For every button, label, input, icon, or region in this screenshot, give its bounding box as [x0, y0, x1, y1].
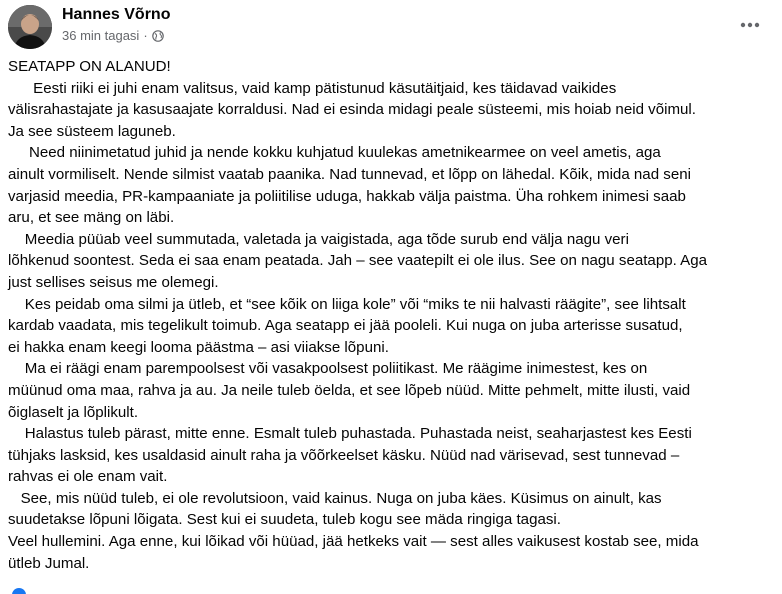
post-text-line: Ma ei räägi enam parempoolsest või vasakpoolsest poliitikast. Me räägime inimestest, kes on — [8, 360, 648, 378]
post-time[interactable]: 36 min tagasi — [62, 28, 140, 43]
post-text-line: Halastus tuleb pärast, mitte enne. Esmalt tuleb puhastada. Puhastada neist, seaharjastest kes Eesti — [8, 425, 692, 443]
post-text-line: ainult vormiliselt. Nende silmist vaatab paanika. Nad tunnevad, et lõpp on lähedal. Kõik, mida nad seni — [8, 165, 691, 183]
post-body — [8, 56, 778, 574]
post-text-line: tühjaks lasksid, kes usaldasid ainult raha ja võõrkeelset käsku. Nüüd nad värisevad, sest tunnevad – — [8, 446, 680, 464]
post-text-line: Meedia püüab veel summutada, valetada ja vaigistada, aga tõde surub end välja nagu veri — [8, 230, 629, 248]
post-text-line: lõhkenud soontest. Seda ei saa enam peatada. Jah – see vaatepilt ei ole ilus. See on nagu seatapp. Aga — [8, 252, 708, 270]
post-meta — [62, 28, 164, 43]
post-text-line: SEATAPP ON ALANUD! — [8, 58, 171, 75]
reaction-icon — [12, 588, 26, 594]
author-name[interactable]: Hannes Võrno — [62, 6, 171, 23]
post-text-line: välisrahastajate ja kasusaajate korraldusi. Nad ei esinda midagi peale süsteemi, mis hoiab neid võimul. — [8, 101, 696, 119]
globe-icon[interactable] — [152, 30, 164, 42]
post-text-line: See, mis nüüd tuleb, ei ole revolutsioon, vaid kainus. Nuga on juba käes. Küsimus on ainult, kas — [8, 489, 662, 507]
post-text-line: müünud oma maa, rahva ja au. Ja neile tuleb öelda, et see lõpeb nüüd. Mitte pehmelt, mitte ilusti, vaid — [8, 381, 691, 399]
post-text-line: Kes peidab oma silmi ja ütleb, et “see kõik on liiga kole” või “miks te nii halvasti räägite”, see lihtsalt — [8, 295, 686, 313]
avatar-image — [8, 5, 52, 49]
post-text-line: Ja see süsteem laguneb. — [8, 122, 176, 140]
post-text-line: kardab vaadata, mis tegelikult toimub. Aga seatapp ei jää pooleli. Kui nuga on juba arterisse susatud, — [8, 317, 683, 335]
more-options-icon — [740, 22, 760, 28]
post-text-line: aru, et see mäng on läbi. — [8, 209, 175, 227]
post-text-line: ütleb Jumal. — [8, 554, 90, 572]
post-text-line: ei hakka enam keegi looma päästma – asi viiakse lõpuni. — [8, 338, 389, 356]
post-text-line: suudetakse lõpuni lõigata. Sest kui ei suudeta, tuleb kogu see mäda ringiga tagasi. — [8, 511, 561, 529]
post-text-line: õiglaselt ja lõplikult. — [8, 403, 139, 421]
post-header — [8, 5, 768, 49]
author-avatar[interactable] — [8, 5, 52, 49]
post-text-line: rahvas ei ole enam vait. — [8, 468, 168, 486]
post-text-line: varjasid meedia, PR-kampaaniate ja poliitilise uduga, hakkab välja paistma. Üha rohkem inimesi saab — [8, 187, 686, 205]
post-text-line: just sellises seisus me olemegi. — [8, 273, 219, 291]
more-options-button[interactable] — [732, 7, 768, 43]
post-text-line: Eesti riiki ei juhi enam valitsus, vaid kamp pätistunud käsutäitjaid, kes täidavad vaikides — [8, 79, 617, 97]
post-text-line: Need niinimetatud juhid ja nende kokku kuhjatud kuulekas ametnikearmee on veel ametis, aga — [8, 144, 661, 162]
meta-separator: · — [143, 28, 148, 43]
post-text-line: Veel hullemini. Aga enne, kui lõikad või hüüad, jää hetkeks vait — sest alles vaikusest kostab see, mida — [8, 533, 699, 551]
